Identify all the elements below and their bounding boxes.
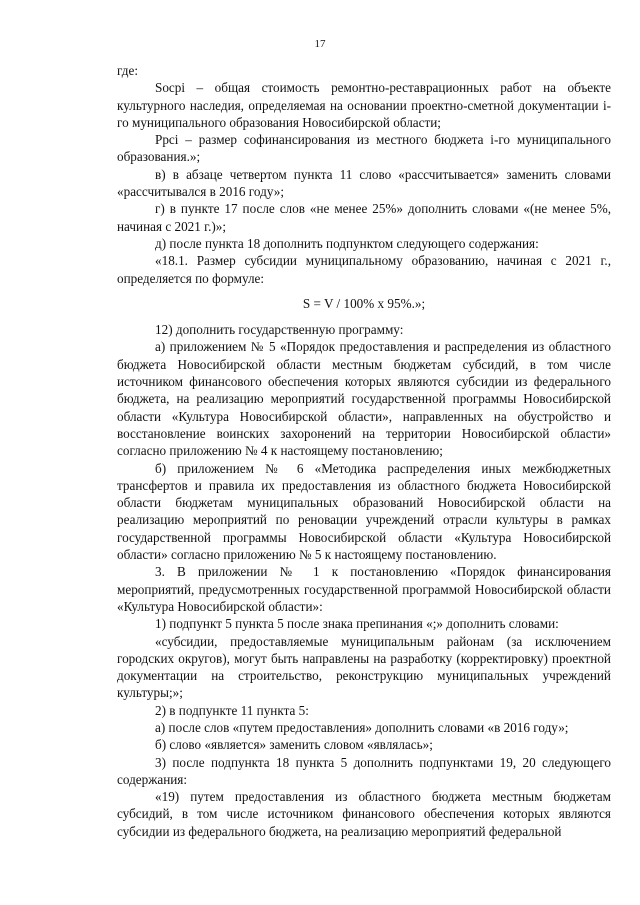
paragraph: «19) путем предоставления из областного бюджета местным бюджетам субсидий, в том числе источником финансового обеспечения которых являются субсидии из федерального бюджета, на реализацию мероприятий федеральной — [117, 789, 611, 839]
paragraph: «18.1. Размер субсидии муниципальному образованию, начиная с 2021 г., определяется по формуле: — [117, 253, 611, 286]
paragraph: б) приложением № 6 «Методика распределения иных межбюджетных трансфертов и правила их предоставления из областного бюджета Новосибирской области бюджетам муниципальных образований Новосибирской области на реализацию мероприятий по реновации учреждений отрасли культуры в рамках государственной программы Новосибирской области «Культура Новосибирской области» согласно приложению № 5 к настоящему постановлению. — [117, 460, 611, 563]
paragraph: 12) дополнить государственную программу: — [155, 322, 404, 338]
paragraph: а) приложением № 5 «Порядок предоставления и распределения из областного бюджета Новосибирской области местным бюджетам субсидий, в том числе источником финансового обеспечения которых являются субсидии из федерального бюджета, на реализацию мероприятий государственной программы Новосибирской области «Культура Новосибирской области», направленных на обустройство и восстановление воинских захоронений на территории Новосибирской области» согласно приложению № 4 к настоящему постановлению; — [117, 339, 611, 459]
paragraph: 3) после подпункта 18 пункта 5 дополнить подпунктами 19, 20 следующего содержания: — [117, 754, 611, 787]
paragraph: «субсидии, предоставляемые муниципальным районам (за исключением городских округов), могут быть направлены на разработку (корректировку) проектной документации на строительство, реконструкцию муниципальных учреждений культуры;»; — [117, 633, 611, 701]
page-number: 17 — [314, 38, 326, 50]
paragraph: 2) в подпункте 11 пункта 5: — [155, 702, 309, 718]
document-body — [117, 62, 611, 840]
paragraph: а) после слов «путем предоставления» дополнить словами «в 2016 году»; — [155, 719, 569, 735]
paragraph: Ppci – размер софинансирования из местного бюджета i-го муниципального образования.»; — [117, 132, 611, 165]
paragraph: Socpi – общая стоимость ремонтно-реставрационных работ на объекте культурного наследия, определяемая на основании проектно-сметной документации i-го муниципального образования Новосибирской области; — [117, 80, 611, 130]
paragraph: где: — [117, 63, 138, 78]
paragraph: 3. В приложении № 1 к постановлению «Порядок финансирования мероприятий, предусмотренных государственной программой Новосибирской области «Культура Новосибирской области»: — [117, 564, 611, 614]
paragraph: д) после пункта 18 дополнить подпунктом следующего содержания: — [155, 235, 539, 251]
paragraph: в) в абзаце четвертом пункта 11 слово «рассчитывается» заменить словами «рассчитывался в 2016 году»; — [117, 166, 611, 200]
paragraph: б) слово «является» заменить словом «являлась»; — [155, 737, 433, 753]
paragraph: 1) подпункт 5 пункта 5 после знака препинания «;» дополнить словами: — [155, 616, 559, 632]
formula: S = V / 100% x 95%.»; — [302, 295, 426, 311]
paragraph: г) в пункте 17 после слов «не менее 25%» дополнить словами «(не менее 5%, начиная с 2021 г.)»; — [117, 201, 611, 234]
